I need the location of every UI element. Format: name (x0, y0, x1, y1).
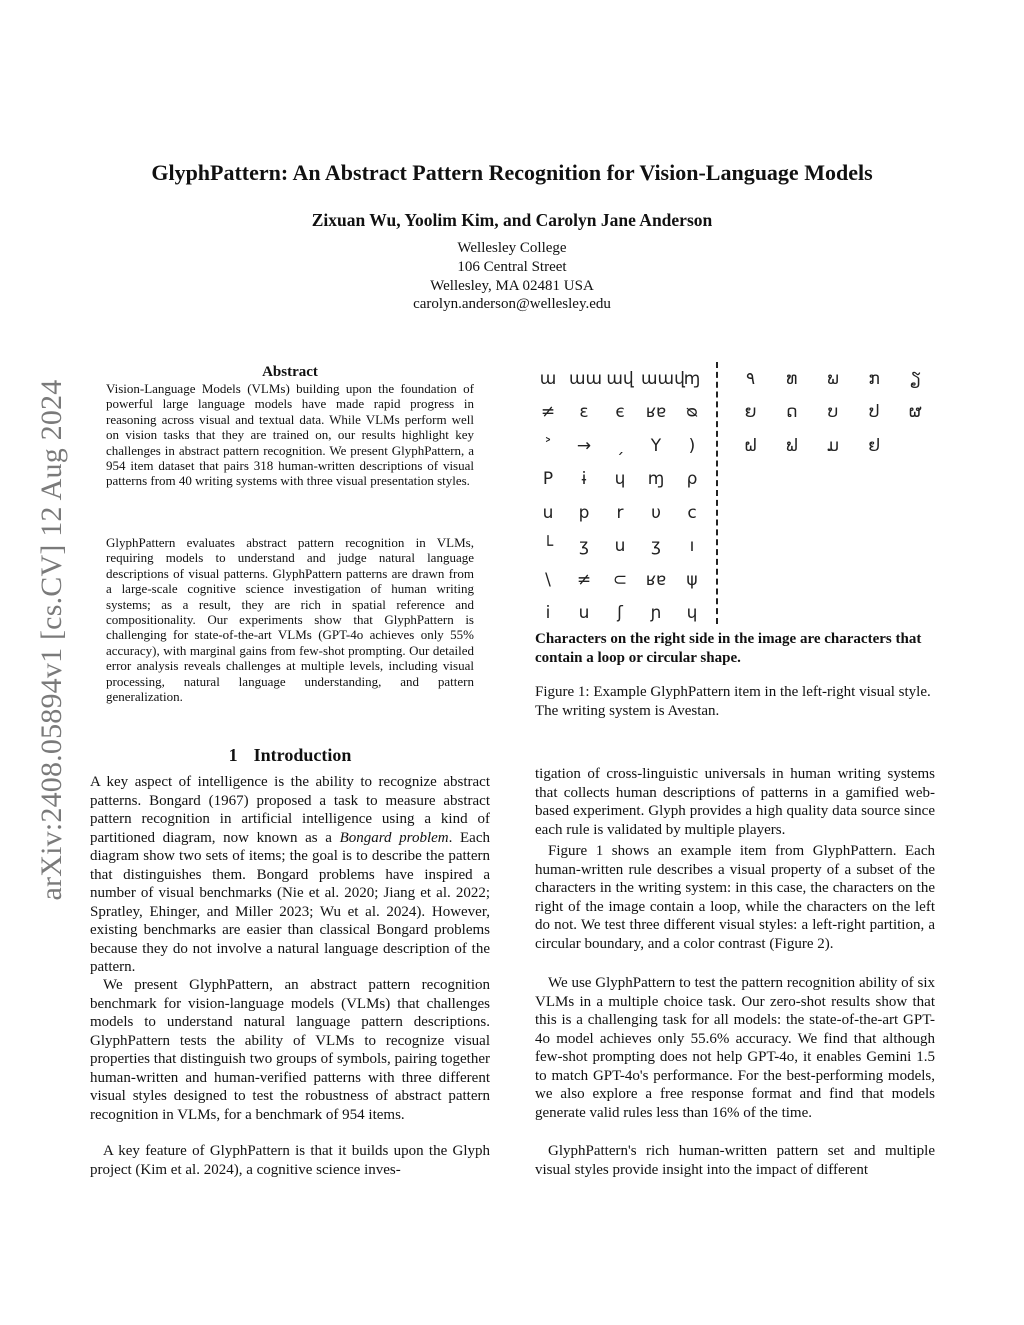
left-glyph: ʒ (651, 536, 661, 557)
left-glyph: ʒ (579, 536, 589, 557)
right-glyph: ຝ (744, 435, 758, 456)
left-glyph-group (530, 362, 710, 630)
right-paragraph-2: Figure 1 shows an example item from GlyphPattern. Each human-written rule describes a visual property of a subset of the characters in the writing system: in this case, the characters on the right of the image contain a loop, while the characters on the left do not. We test three different visual styles: a left-right partition, a circular boundary, and a color contrast (Figure 2). (535, 843, 935, 952)
abstract-heading: Abstract (262, 364, 318, 380)
left-glyph: P (542, 469, 554, 490)
abstract-paragraph-1: Vision-Language Models (VLMs) building upon the foundation of powerful large language models have made rapid progress in reasoning across visual and textual data. While VLMs perform well on vision tasks that they are trained on, our results highlight key challenges in abstract pattern recognition. We present GlyphPattern, a 954 item dataset that pairs 318 human-written descriptions of visual patterns from 40 writing systems with three visual presentation styles. (106, 381, 474, 489)
left-glyph: Ү (650, 435, 662, 456)
left-glyph: ա (539, 368, 557, 389)
affiliation-institution: Wellesley College (457, 240, 567, 256)
left-glyph: ψ (686, 569, 698, 590)
arxiv-identifier: arXiv:2408.05894v1 [cs.CV] 12 Aug 2024 (35, 379, 68, 901)
right-glyph-row (730, 362, 936, 396)
section-heading-introduction (90, 745, 490, 766)
right-glyph: ດ (786, 402, 798, 423)
left-glyph-row (530, 597, 710, 631)
paper-title: GlyphPattern: An Abstract Pattern Recognition for Vision-Language Models (151, 160, 873, 185)
left-glyph-row (530, 362, 710, 396)
section-number: 1 (228, 745, 238, 765)
left-glyph: ˏ (615, 435, 625, 456)
intro-paragraph-1 (90, 773, 490, 977)
intro-p1-text-a: A key aspect of intelligence is the ability to recognize abstract patterns. Bongard (1967) proposed a task to measure abstract pattern recognition in artificial intelligence using a kind of partitioned diagram, now known as a (90, 774, 490, 846)
affiliation-city: Wellesley, MA 02481 USA (430, 278, 594, 294)
right-glyph: ກ (868, 368, 880, 389)
figure-1-rule-label: Characters on the right side in the image are characters that contain a loop or circular shape. (535, 631, 922, 666)
paper-authors: Zixuan Wu, Yoolim Kim, and Carolyn Jane Anderson (311, 210, 713, 230)
left-glyph: ɥ (614, 469, 626, 490)
affiliation-email: carolyn.anderson@wellesley.edu (413, 296, 611, 312)
left-glyph: є (615, 402, 625, 423)
left-glyph: p (578, 502, 590, 523)
left-glyph: → (576, 435, 592, 456)
section-title: Introduction (253, 745, 352, 765)
right-glyph: ບ (827, 402, 839, 423)
left-glyph: ʁɐ (645, 402, 667, 423)
left-glyph: ≠ (540, 402, 556, 423)
right-glyph: ຟ (785, 435, 798, 456)
left-glyph-row (530, 563, 710, 597)
right-glyph-row (730, 429, 936, 463)
left-glyph: u (542, 502, 554, 523)
right-glyph: ຍ (744, 402, 757, 423)
abstract-paragraph-2: GlyphPattern evaluates abstract pattern recognition in VLMs, requiring models to understand and judge natural language descriptions of visual patterns. GlyphPattern patterns are drawn from a large-scale cognitive science investigation of human writing systems; as a result, they are rich in spatial reference and compositionality. Our experiments show that GlyphPattern is challenging for state-of-the-art VLMs (GPT-4o achieves only 55% accuracy), with marginal gains from few-shot prompting. Our detailed error analysis reveals challenges at multiple levels, including visual processing, natural language understanding, and pattern generalization. (106, 535, 474, 705)
left-glyph: ɥ (686, 603, 698, 624)
left-glyph-row (530, 429, 710, 463)
intro-paragraph-2: We present GlyphPattern, an abstract pattern recognition benchmark for vision-language models (VLMs) that challenges models to understand natural language pattern descriptions. GlyphPattern tests the ability of VLMs to recognize visual properties that distinguish two groups of symbols, pairing together human-written and human-verified patterns with three different visual styles designed to test the robustness of abstract pattern recognition in VLMs, for a benchmark of 954 items. (90, 977, 490, 1123)
left-glyph: ɛ (579, 402, 589, 423)
left-glyph: i (545, 603, 551, 624)
figure-1-image (530, 362, 936, 624)
intro-p1-text-b: . Each diagram show two sets of items; the goal is to describe the pattern that distinguishes them. Bongard problems have inspired a number of visual benchmarks (Nie et al. 2020; Jiang et al. 2022; Spratley, Ehinger, and Miller 2023; Wu et al. 2024). However, existing benchmarks are easier than classical Bongard problems because they do not involve a natural language description of the pattern. (90, 829, 490, 975)
left-glyph: ≠ (576, 569, 592, 590)
left-glyph: ɱ (683, 368, 701, 389)
left-glyph: ʃ (617, 603, 623, 624)
figure-1-caption: Figure 1: Example GlyphPattern item in the left-right visual style. The writing system is Avestan. (535, 684, 931, 719)
left-glyph: ˃ (543, 435, 553, 456)
left-glyph: աա (569, 368, 603, 389)
dashed-divider (716, 362, 718, 624)
affiliation-street: 106 Central Street (457, 259, 567, 275)
left-glyph: u (578, 603, 590, 624)
left-glyph: u (614, 536, 626, 557)
intro-paragraph-3: A key feature of GlyphPattern is that it builds upon the Glyph project (Kim et al. 2024), a cognitive science inves- (90, 1143, 490, 1178)
right-glyph: ຜ (909, 402, 922, 423)
left-glyph: r (616, 502, 624, 523)
right-paragraph-4: GlyphPattern's rich human-written pattern set and multiple visual styles provide insight into the impact of different (535, 1143, 935, 1178)
left-glyph-row (530, 530, 710, 564)
left-glyph: աավ (641, 368, 685, 389)
left-glyph-row (530, 496, 710, 530)
left-glyph: ɨ (581, 469, 587, 490)
left-glyph-row (530, 463, 710, 497)
left-glyph: ρ (686, 469, 698, 490)
left-glyph: ı (689, 536, 695, 557)
left-glyph: └ (542, 536, 554, 557)
left-glyph: c (687, 502, 697, 523)
left-glyph: ɲ (650, 603, 662, 624)
left-glyph: ավ (606, 368, 634, 389)
right-glyph: ٩ (746, 368, 756, 389)
right-glyph: ພ (827, 368, 839, 389)
left-glyph-row (530, 396, 710, 430)
right-glyph: ທ (786, 368, 798, 389)
right-glyph-group (730, 362, 936, 463)
right-glyph: ຽ (909, 368, 921, 389)
left-glyph: ᴓ (686, 402, 698, 423)
right-glyph: ມ (827, 435, 839, 456)
left-glyph: ⊂ (612, 569, 628, 590)
right-paragraph-1: tigation of cross-linguistic universals in human writing systems that collects human descriptions of patterns in a gamified web-based experiment. Glyph provides a high quality data source since each rule is validated by multiple players. (535, 766, 935, 838)
right-paragraph-3: We use GlyphPattern to test the pattern recognition ability of six VLMs in a multiple choice task. Our zero-shot results show that this is a challenging task for all models: the state-of-the-art GPT-4o model achieves only 55.6% accuracy. We find that although few-shot prompting does not help GPT-4o, it enables Gemini 1.5 to match GPT-4o's performance. For the best-performing models, we also explore a free response format and find that models generate valid rules less than 16% of the time. (535, 975, 935, 1121)
left-glyph: υ (651, 502, 661, 523)
left-glyph: ʁɐ (645, 569, 667, 590)
left-glyph: ɱ (647, 469, 665, 490)
left-glyph: ) (688, 435, 696, 456)
right-glyph-row (730, 396, 936, 430)
intro-p1-emphasis: Bongard problem (339, 829, 449, 846)
right-glyph: ຢ (868, 435, 880, 456)
left-glyph: \ (545, 569, 551, 590)
right-glyph: ປ (868, 402, 880, 423)
